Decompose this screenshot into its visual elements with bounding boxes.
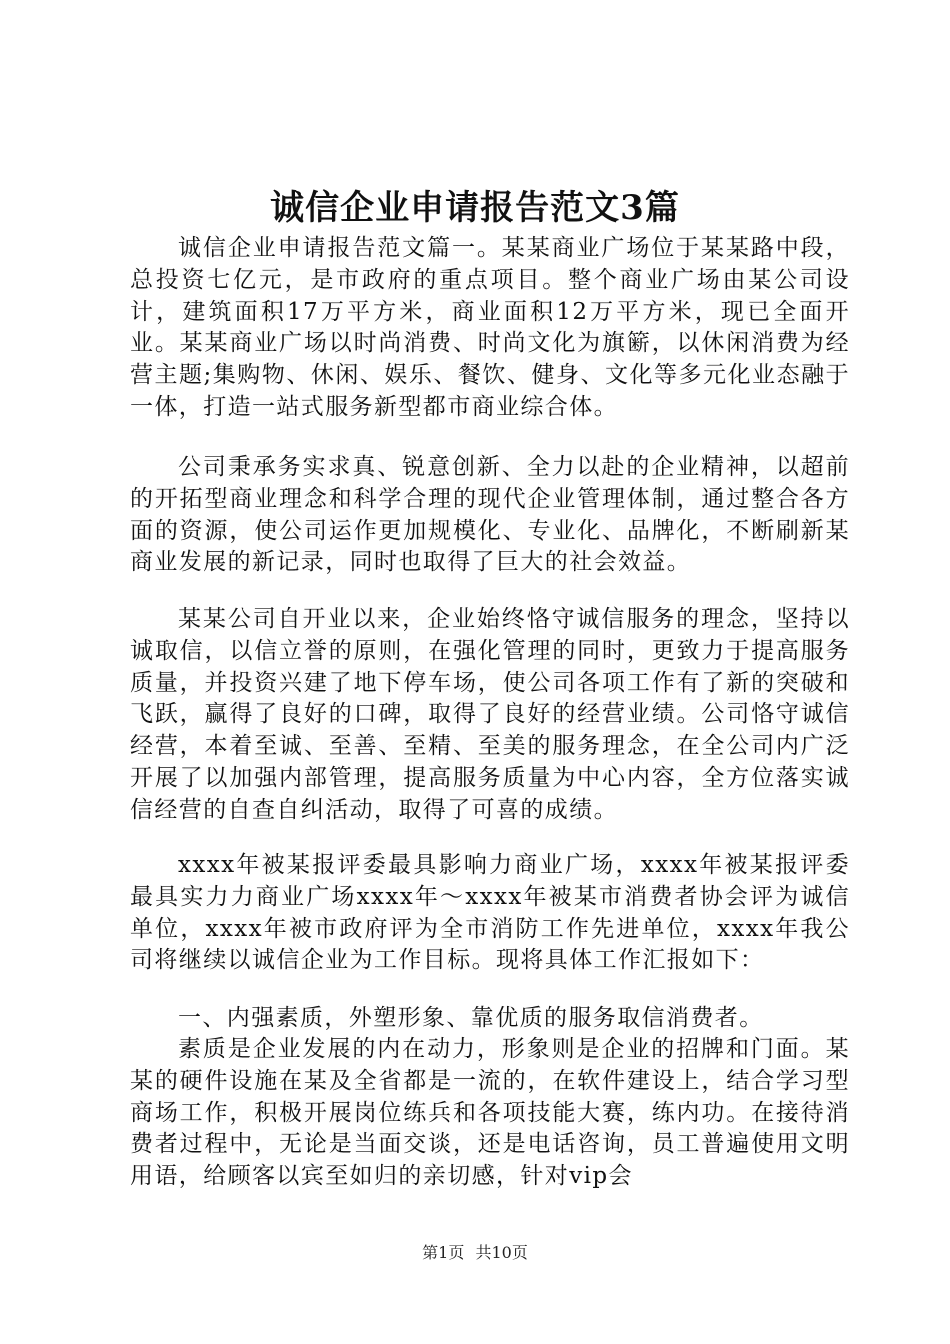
page-footer xyxy=(0,1243,950,1263)
paragraph-3: 某某公司自开业以来，企业始终恪守诚信服务的理念，坚持以诚取信，以信立誉的原则，在强化管理的同时，更致力于提高服务质量，并投资兴建了地下停车场，使公司各项工作有了新的突破和飞跃，赢得了良好的口碑，取得了良好的经营业绩。公司恪守诚信经营，本着至诚、至善、至精、至美的服务理念，在全公司内广泛开展了以加强内部管理，提高服务质量为中心内容，全方位落实诚信经营的自查自纠活动，取得了可喜的成绩。 xyxy=(130,606,850,823)
document-title: 诚信企业申请报告范文3篇 xyxy=(270,188,680,228)
paragraph-1: 诚信企业申请报告范文篇一。某某商业广场位于某某路中段，总投资七亿元，是市政府的重点项目。整个商业广场由某公司设计，建筑面积17万平方米，商业面积12万平方米，现已全面开业。某某商业广场以时尚消费、时尚文化为旗簖，以休闲消费为经营主题;集购物、休闲、娱乐、餐饮、健身、文化等多元化业态融于一体，打造一站式服务新型都市商业综合体。 xyxy=(130,235,850,420)
paragraph-5: 素质是企业发展的内在动力，形象则是企业的招牌和门面。某某的硬件设施在某及全省都是一流的，在软件建设上，结合学习型商场工作，积极开展岗位练兵和各项技能大赛，练内功。在接待消费者过程中，无论是当面交谈，还是电话咨询，员工普遍使用文明用语，给顾客以宾至如归的亲切感，针对vip会 xyxy=(130,1036,850,1190)
page-number: 第1页 xyxy=(422,1243,465,1262)
section-heading: 一、内强素质，外塑形象、靠优质的服务取信消费者。 xyxy=(178,1005,764,1031)
page-total: 共10页 xyxy=(475,1243,528,1262)
paragraph-4: xxxx年被某报评委最具影响力商业广场，xxxx年被某报评委最具实力力商业广场xxxx年～xxxx年被某市消费者协会评为诚信单位，xxxx年被市政府评为全市消防工作先进单位，xxxx年我公司将继续以诚信企业为工作目标。现将具体工作汇报如下： xyxy=(130,852,850,974)
paragraph-2: 公司秉承务实求真、锐意创新、全力以赴的企业精神，以超前的开拓型商业理念和科学合理的现代企业管理体制，通过整合各方面的资源，使公司运作更加规模化、专业化、品牌化，不断刷新某商业发展的新记录，同时也取得了巨大的社会效益。 xyxy=(130,454,850,576)
